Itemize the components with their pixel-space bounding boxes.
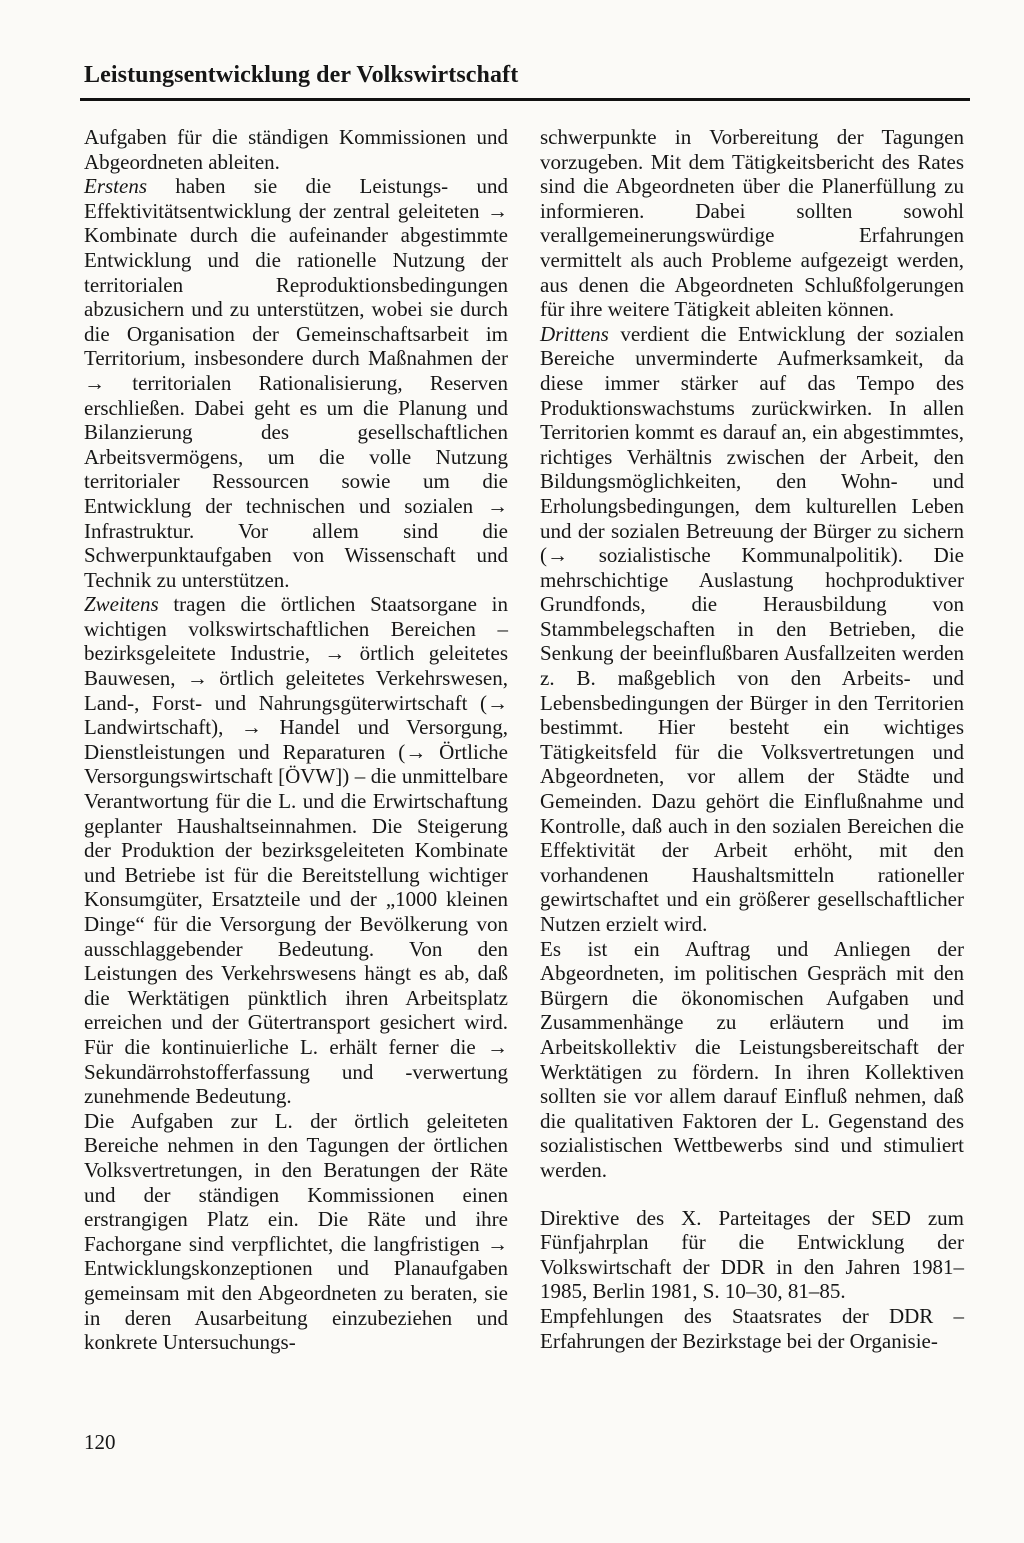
left-column	[84, 125, 508, 1355]
paragraph	[540, 937, 964, 1183]
title-rule	[80, 98, 970, 101]
reference-entry: Direktive des X. Parteitages der SED zum Fünfjahrplan für die Entwicklung der Volkswirtschaft der DDR in den Jahren 1981–1985, Berlin 1981, S. 10–30, 81–85.	[540, 1205, 964, 1304]
paragraph	[540, 125, 964, 322]
paragraph-text: schwerpunkte in Vorbereitung der Tagungen vorzugeben. Mit dem Tätigkeitsbericht des Rates sind die Abgeordneten über die Planerfüllung zu informieren. Dabei sollten sowohl verallgemeinerungswürdige Erfahrungen vermittelt als auch Probleme aufgezeigt werden, aus denen die Abgeordneten Schlußfolgerungen für ihre weitere Tätigkeit ableiten können.	[540, 125, 964, 322]
paragraph-text: Aufgaben für die ständigen Kommissionen und Abgeordneten ableiten.	[84, 125, 508, 174]
paragraph-lead: Drittens	[540, 321, 609, 346]
paragraph-lead: Zweitens	[84, 592, 159, 617]
paragraph-text: tragen die örtlichen Staatsorgane in wichtigen volkswirtschaftlichen Bereichen – bezirksgeleitete Industrie, → örtlich geleitetes Bauwesen, → örtlich geleitetes Verkehrswesen, Land-, Forst- und Nahrungsgüterwirtschaft (→ Landwirtschaft), → Handel und Versorgung, Dienstleistungen und Reparaturen (→ Örtliche Versorgungswirtschaft [ÖVW]) – die unmittelbare Verantwortung für die L. und die Erwirtschaftung geplanter Haushaltseinnahmen. Die Steigerung der Produktion der bezirksgeleiteten Kombinate und Betriebe ist für die Bereitstellung wichtiger Konsumgüter, Ersatzteile und der „1000 kleinen Dinge“ für die Versorgung der Bevölkerung von ausschlaggebender Bedeutung. Von den Leistungen des Verkehrswesens hängt es ab, daß die Werktätigen pünktlich ihren Arbeitsplatz erreichen und der Gütertransport gesichert wird. Für die kontinuierliche L. erhält ferner die → Sekundärrohstofferfassung und -verwertung zunehmende Bedeutung.	[84, 592, 508, 1109]
paragraph	[84, 125, 508, 174]
paragraph-erstens	[84, 174, 508, 592]
page-title: Leistungsentwicklung der Volkswirtschaft	[84, 62, 519, 88]
paragraph	[84, 1109, 508, 1355]
page-number: 120	[84, 1430, 116, 1454]
paragraph-text: Die Aufgaben zur L. der örtlich geleiteten Bereiche nehmen in den Tagungen der örtlichen Volksvertretungen, in den Beratungen der Räte und der ständigen Kommissionen einen erstrangigen Platz ein. Die Räte und ihre Fachorgane sind verpflichtet, die langfristigen → Entwicklungskonzeptionen und Planaufgaben gemeinsam mit den Abgeordneten zu beraten, sie in deren Ausarbeitung einzubeziehen und konkrete Untersuchungs-	[84, 1108, 508, 1355]
paragraph-text: Es ist ein Auftrag und Anliegen der Abgeordneten, im politischen Gespräch mit den Bürgern die ökonomischen Aufgaben und Zusammenhänge zu erläutern und im Arbeitskollektiv die Leistungsbereitschaft der Werktätigen zu fördern. In ihren Kollektiven sollten sie vor allem darauf Einfluß nehmen, daß die qualitativen Faktoren der L. Gegenstand des sozialistischen Wettbewerbs sind und stimuliert werden.	[540, 936, 964, 1182]
right-column	[540, 125, 964, 1353]
paragraph-lead: Erstens	[84, 174, 147, 199]
paragraph-text: haben sie die Leistungs- und Effektivitätsentwicklung der zentral geleiteten → Kombinate durch die aufeinander abgestimmte Entwicklung und die rationelle Nutzung der territorialen Reproduktionsbedingungen abzusichern und zu unterstützen, wobei sie durch die Organisation der Gemeinschaftsarbeit im Territorium, insbesondere durch Maßnahmen der → territorialen Rationalisierung, Reserven erschließen. Dabei geht es um die Planung und Bilanzierung des gesellschaftlichen Arbeitsvermögens, um die volle Nutzung territorialer Ressourcen sowie um die Entwicklung der technischen und sozialen → Infrastruktur. Vor allem sind die Schwerpunktaufgaben von Wissenschaft und Technik zu unterstützen.	[84, 174, 508, 592]
reference-entry: Empfehlungen des Staatsrates der DDR – Erfahrungen der Bezirkstage bei der Organisie-	[540, 1303, 964, 1353]
paragraph-text: verdient die Entwicklung der sozialen Bereiche unverminderte Aufmerksamkeit, da diese immer stärker auf das Tempo des Produktionswachstums zurückwirken. In allen Territorien kommt es darauf an, ein abgestimmtes, richtiges Verhältnis zwischen der Arbeit, den Bildungsmöglichkeiten, den Wohn- und Erholungsbedingungen, dem kulturellen Leben und der sozialen Betreuung der Bürger zu sichern (→ sozialistische Kommunalpolitik). Die mehrschichtige Auslastung hochproduktiver Grundfonds, die Herausbildung von Stammbelegschaften in den Betrieben, die Senkung der beeinflußbaren Ausfallzeiten werden z. B. maßgeblich von den Arbeits- und Lebensbedingungen der Bürger in den Territorien bestimmt. Hier besteht ein wichtiges Tätigkeitsfeld für die Volksvertretungen und Abgeordneten, vor allem der Städte und Gemeinden. Dazu gehört die Einflußnahme und Kontrolle, daß auch in den sozialen Bereichen die Effektivität der Arbeit erhöht, mit den vorhandenen Haushaltsmitteln rationeller gewirtschaftet und ein größerer gesellschaftlicher Nutzen erzielt wird.	[540, 321, 964, 936]
paragraph-zweitens	[84, 592, 508, 1108]
paragraph-drittens	[540, 322, 964, 937]
